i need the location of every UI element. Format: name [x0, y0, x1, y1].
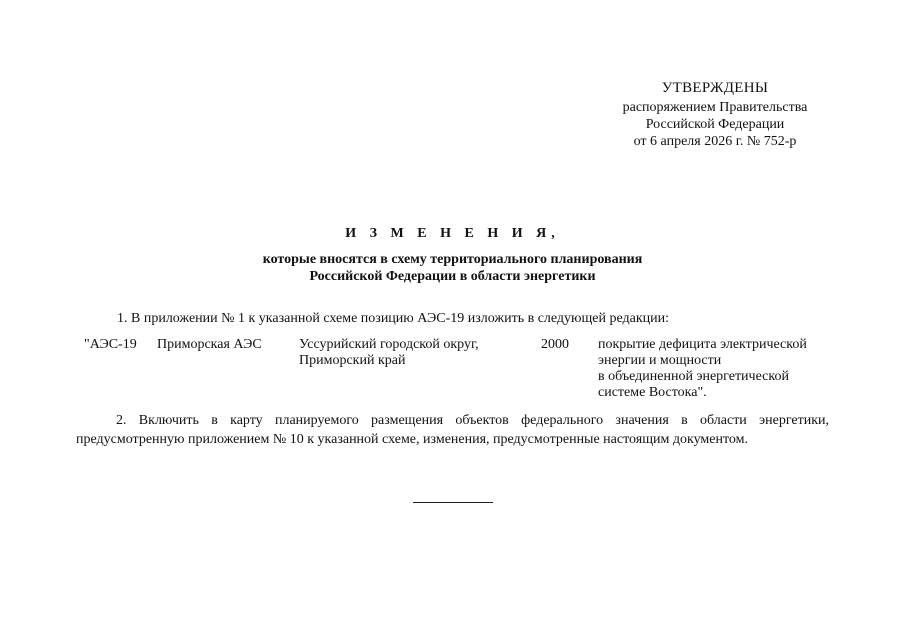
end-divider [413, 502, 493, 503]
approval-line-3: от 6 апреля 2026 г. № 752-р [633, 134, 797, 149]
approval-heading: УТВЕРЖДЕНЫ [661, 80, 769, 96]
approval-line-2: Российской Федерации [645, 117, 785, 132]
location-line-1: Уссурийский городской округ, [299, 337, 479, 352]
table-cell-code: "АЭС-19 [84, 337, 137, 352]
subtitle-line-1: которые вносятся в схему территориального планирования [262, 252, 643, 267]
table-cell-purpose [598, 337, 838, 401]
paragraph-2-text: 2. Включить в карту планируемого размещения объектов федерального значения в области энергетики, предусмотренную приложением № 10 к указанной схеме, изменения, предусмотренные настоящим документом. [76, 413, 829, 447]
purpose-line-4: системе Востока". [598, 385, 707, 400]
location-line-2: Приморский край [299, 353, 406, 368]
purpose-line-3: в объединенной энергетической [598, 369, 789, 384]
paragraph-1: 1. В приложении № 1 к указанной схеме позицию АЭС-19 изложить в следующей редакции: [117, 311, 670, 326]
table-cell-capacity: 2000 [541, 337, 569, 352]
table-cell-name: Приморская АЭС [157, 337, 262, 352]
subtitle-line-2: Российской Федерации в области энергетики [309, 269, 596, 284]
document-title: И З М Е Н Е Н И Я, [345, 226, 560, 241]
approval-line-1: распоряжением Правительства [622, 100, 808, 115]
purpose-line-1: покрытие дефицита электрической [598, 337, 807, 352]
purpose-line-2: энергии и мощности [598, 353, 722, 368]
document-subtitle [0, 251, 905, 285]
table-cell-location [299, 337, 479, 369]
paragraph-2 [76, 411, 829, 449]
approval-stamp [600, 80, 830, 150]
